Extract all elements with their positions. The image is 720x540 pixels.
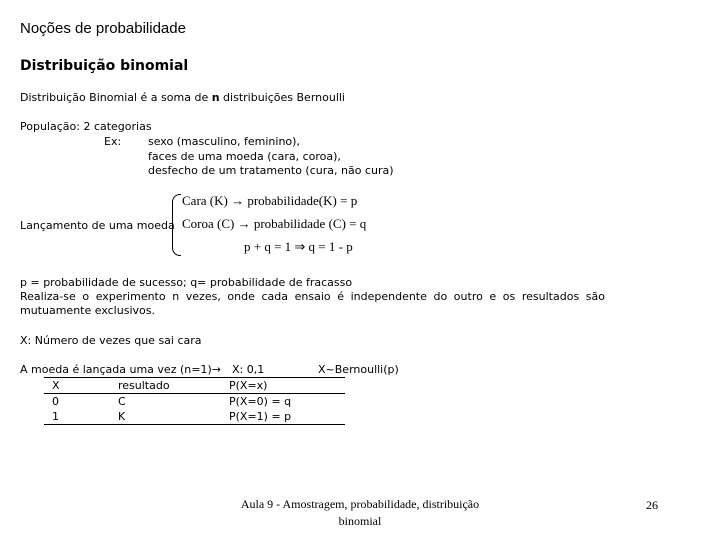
intro-bold-n: n (211, 91, 220, 104)
formula-line-complement: p + q = 1 ⇒ q = 1 - p (244, 239, 353, 254)
population-text: População: 2 categorias (20, 120, 152, 133)
formula-line-heads: Cara (K) → probabilidade(K) = p (182, 193, 358, 208)
table-cell: C (118, 395, 126, 408)
table-cell: P(X=1) = p (221, 409, 345, 425)
definition-text: p = probabilidade de sucesso; q= probabilidade de fracasso (20, 276, 353, 289)
outcome-table (44, 377, 345, 425)
example-item: desfecho de um tratamento (cura, não cura) (148, 164, 394, 177)
table-header-cell: resultado (110, 378, 221, 394)
experiment-text-line1: Realiza-se o experimento n vezes, onde cada ensaio é independente do outro e os resultados são (20, 290, 605, 303)
example-item: faces de uma moeda (cara, coroa), (148, 150, 341, 163)
coin-toss-label: Lançamento de uma moeda (20, 219, 175, 232)
intro-prefix: Distribuição Binomial é a soma de (20, 91, 212, 104)
experiment-text-line2: mutuamente exclusivos. (20, 304, 155, 317)
example-label: Ex: (104, 135, 122, 148)
brace (172, 194, 181, 256)
intro-suffix: distribuições Bernoulli (219, 91, 345, 104)
x-definition: X: Número de vezes que sai cara (20, 334, 202, 347)
coin-once-text: A moeda é lançada uma vez (n=1)→ (20, 363, 221, 376)
formula-line-tails: Coroa (C) → probabilidade (C) = q (182, 216, 367, 231)
table-row (44, 409, 345, 425)
x-values: X: 0,1 (232, 363, 265, 376)
footer-text: Aula 9 - Amostragem, probabilidade, distribuição binomial (240, 497, 480, 528)
intro-text (20, 90, 345, 105)
page-number: 26 (646, 498, 658, 512)
table-cell: K (110, 409, 221, 425)
section-heading: Distribuição binomial (20, 58, 189, 74)
table-cell: P(X=0) = q (229, 395, 292, 408)
slide-title: Noções de probabilidade (20, 20, 186, 37)
table-header-row (44, 378, 345, 394)
table-header-cell: P(X=x) (221, 378, 345, 394)
table-cell: 0 (52, 395, 59, 408)
table-row (44, 394, 345, 410)
bernoulli-notation: X~Bernoulli(p) (318, 363, 399, 376)
example-item: sexo (masculino, feminino), (148, 135, 300, 148)
table-header-cell: X (44, 378, 110, 394)
table-cell: 1 (44, 409, 110, 425)
